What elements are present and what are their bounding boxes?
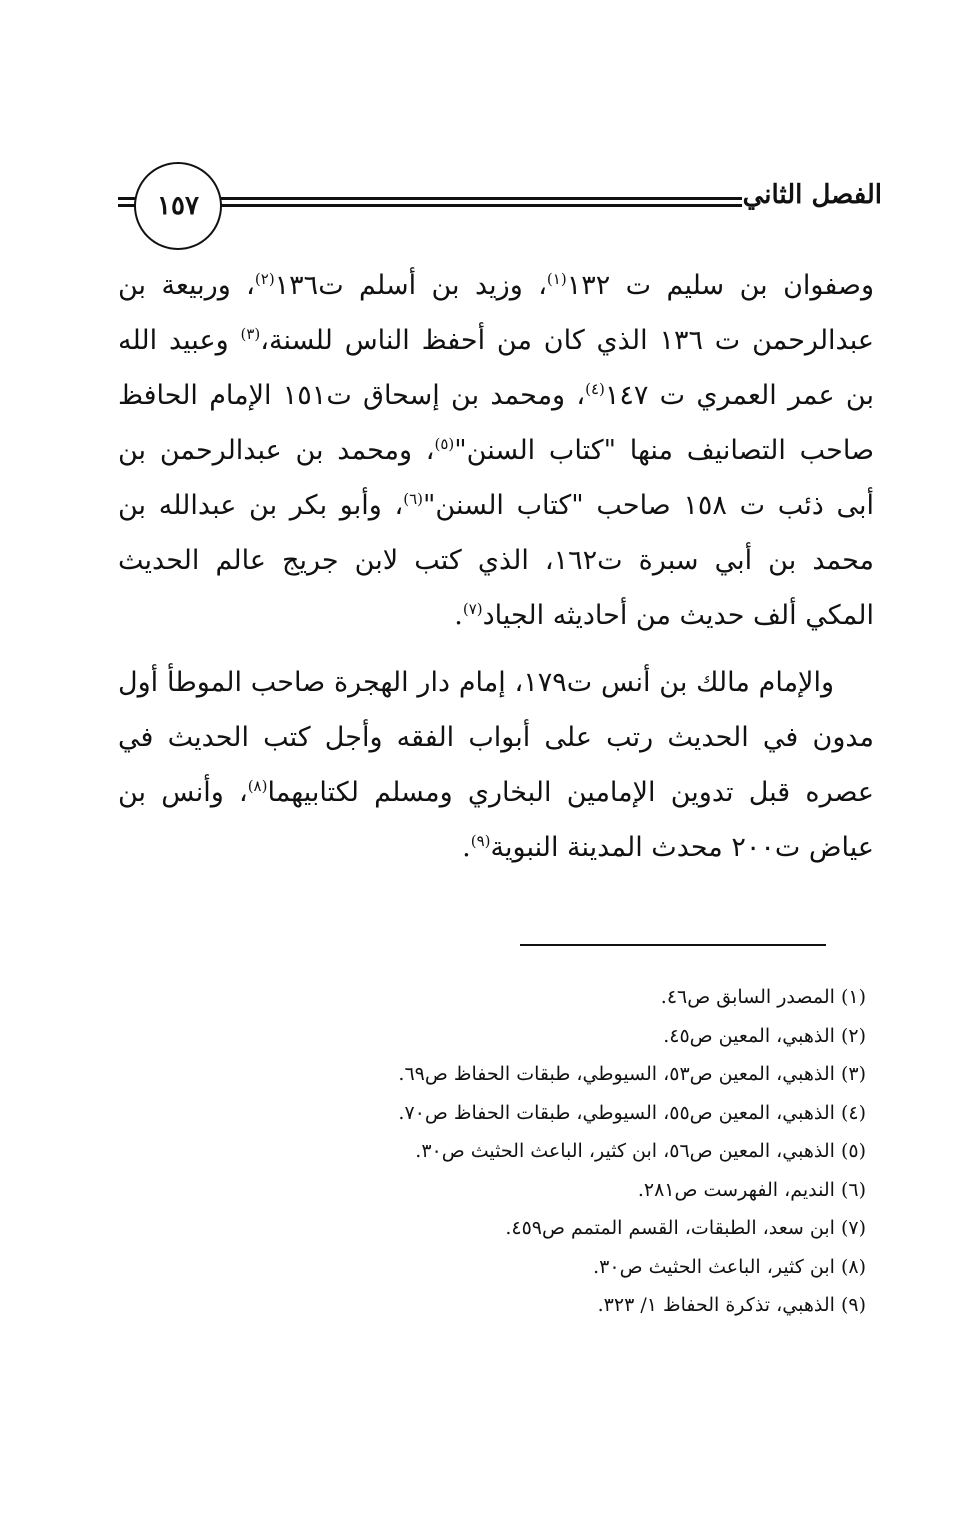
footnote-marker: (٢) — [254, 270, 275, 288]
body-text-segment: . — [462, 832, 471, 863]
footnote-separator — [520, 944, 826, 946]
body-text-segment: وصفوان بن سليم ت ١٣٢ — [566, 270, 875, 301]
footnote-item: (٢) الذهبي، المعين ص٤٥. — [663, 1024, 866, 1047]
body-text-segment: ، ومحمد بن إسحاق ت١٥١ الإمام الحافظ صاحب التصانيف منها "كتاب السنن" — [118, 380, 874, 466]
footnote-marker: (٣) — [240, 325, 261, 343]
footnotes-list — [300, 978, 866, 1325]
footnote-marker: (٧) — [462, 600, 483, 618]
chapter-title: الفصل الثاني — [742, 180, 882, 210]
footnote-marker: (٤) — [585, 380, 605, 398]
footnote-marker: (٩) — [470, 832, 491, 850]
footnote-item: (٩) الذهبي، تذكرة الحفاظ ١/ ٣٢٣. — [597, 1294, 866, 1316]
paragraph-1 — [118, 258, 874, 643]
page-number: ١٥٧ — [134, 162, 222, 250]
body-text-segment: ، وأبو بكر بن عبدالله بن محمد بن أبي سبرة ت١٦٢، الذي كتب لابن جريج عالم الحديث المكي ألف حديث من أحاديثه الجياد — [118, 490, 874, 631]
body-text — [118, 258, 874, 887]
paragraph-2 — [118, 655, 874, 875]
footnote-item: (٤) الذهبي، المعين ص٥٥، السيوطي، طبقات الحفاظ ص٧٠. — [398, 1101, 866, 1124]
footnote-item: (١) المصدر السابق ص٤٦. — [660, 986, 866, 1008]
footnote-item: (٨) ابن كثير، الباعث الحثيث ص٣٠. — [593, 1255, 866, 1278]
body-text-segment: ، وزيد بن أسلم ت١٣٦ — [274, 270, 547, 301]
footnote-item: (٦) النديم، الفهرست ص٢٨١. — [637, 1178, 866, 1201]
body-text-segment: ، ومحمد بن عبدالرحمن بن أبى ذئب ت ١٥٨ صاحب "كتاب السنن" — [118, 435, 874, 521]
body-text-segment: . — [454, 600, 463, 631]
footnote-item: (٧) ابن سعد، الطبقات، القسم المتمم ص٤٥٩. — [505, 1217, 866, 1239]
header-rule — [198, 197, 742, 207]
body-text-segment: ، وربيعة بن عبدالرحمن ت ١٣٦ الذي كان من أحفظ الناس للسنة، — [118, 270, 874, 356]
footnote-item: (٥) الذهبي، المعين ص٥٦، ابن كثير، الباعث الحثيث ص٣٠. — [415, 1140, 866, 1162]
footnote-marker: (٥) — [434, 435, 455, 453]
footnote-marker: (١) — [546, 270, 567, 288]
body-text-segment: ، وأنس بن عياض ت٢٠٠ محدث المدينة النبوية — [118, 777, 874, 863]
page-header — [118, 160, 882, 252]
footnote-item: (٣) الذهبي، المعين ص٥٣، السيوطي، طبقات الحفاظ ص٦٩. — [398, 1063, 866, 1085]
body-text-segment: والإمام مالك بن أنس ت١٧٩، إمام دار الهجرة صاحب الموطأ أول مدون في الحديث رتب على أبواب الفقه وأجل كتب الحديث في عصره قبل تدوين الإمامين البخاري ومسلم لكتابيهما — [118, 667, 874, 808]
body-text-segment: وعبيد الله بن عمر العمري ت ١٤٧ — [118, 325, 874, 411]
footnote-marker: (٨) — [247, 777, 268, 795]
footnote-marker: (٦) — [403, 490, 423, 508]
